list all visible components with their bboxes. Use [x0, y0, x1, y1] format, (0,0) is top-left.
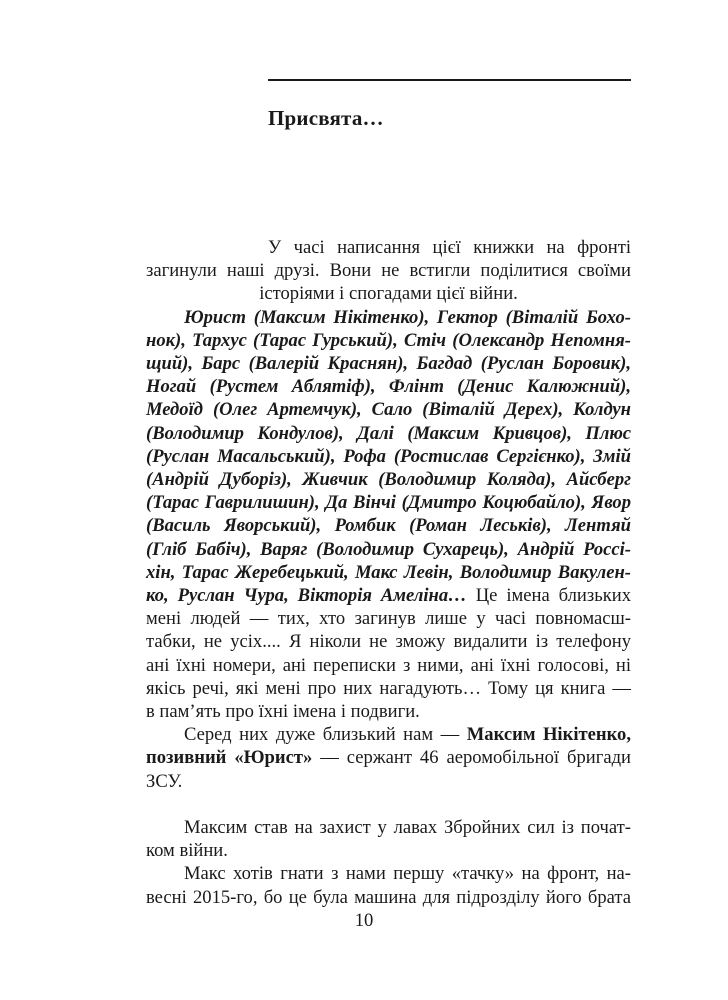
names-last-bold: ко, Руслан Чура, Вікторія Амеліна…: [146, 585, 467, 607]
car-line: весні 2015-го, бо це була машина для підрозділу його брата: [146, 886, 631, 908]
names-line: (Руслан Масальський), Рофа (Ростислав Сергієнко), Змій: [146, 445, 631, 467]
close-friend-line: [146, 746, 631, 769]
intro-line: історіями і спогадами цієї війни.: [259, 283, 518, 305]
tribute-line: табки, не усіх.... Я ніколи не зможу видалити із телефону: [146, 631, 631, 653]
section-heading: Присвята…: [268, 106, 384, 130]
names-line: нок), Тархус (Тарас Гурський), Стіч (Олександр Непомня-: [146, 329, 631, 351]
names-line: Медоїд (Олег Артемчук), Сало (Віталій Дерех), Колдун: [146, 399, 631, 421]
names-line: (Володимир Кондулов), Далі (Максим Кривцов), Плюс: [146, 422, 631, 444]
names-line: Юрист (Максим Нікітенко), Гектор (Віталій Бохо-: [184, 306, 631, 328]
names-line: (Гліб Бабіч), Варяг (Володимир Сухарець), Андрій Россі-: [146, 538, 631, 560]
close-friend-regular: — сержант 46 аеромобільної бригади: [312, 747, 631, 769]
tribute-line: ані їхні номери, ані переписки з ними, ані їхні голосові, ні: [146, 654, 631, 676]
names-line: (Тарас Гаврилишин), Да Вінчі (Дмитро Коцюбайло), Явор: [146, 492, 631, 514]
close-friend-callsign: позивний «Юрист»: [146, 747, 313, 769]
maksym-last-line: ком війни.: [146, 840, 228, 862]
top-rule: [268, 79, 631, 81]
tribute-last-line: в пам’ять про їхні імена і подвиги.: [146, 701, 420, 723]
maksym-line: Максим став на захист у лавах Збройних сил із почат-: [184, 817, 631, 839]
tribute-line: якісь речі, які мені про них нагадують… Тому ця книга —: [146, 677, 631, 699]
names-line: щий), Барс (Валерій Краснян), Багдад (Руслан Боровик),: [146, 353, 631, 375]
close-friend-regular: Серед них дуже близький нам —: [184, 724, 467, 746]
close-friend-last-line: ЗСУ.: [146, 770, 183, 792]
body-text: [146, 236, 631, 909]
names-last-regular: Це імена близьких: [466, 585, 631, 607]
close-friend-line: [146, 723, 631, 746]
car-line: Макс хотів гнати з нами першу «тачку» на фронт, на-: [184, 863, 631, 885]
names-last-line: [146, 584, 631, 607]
intro-line: У часі написання цієї книжки на фронті: [268, 237, 631, 258]
names-line: (Василь Яворський), Ромбик (Роман Леськів), Лентяй: [146, 515, 631, 537]
close-friend-name: Максим Нікітенко,: [466, 724, 631, 746]
names-line: (Андрій Дуборіз), Живчик (Володимир Коляда), Айсберг: [146, 469, 631, 491]
names-line: Ногай (Рустем Аблятіф), Флінт (Денис Калюжний),: [146, 376, 631, 398]
intro-line: загинули наші друзі. Вони не встигли поділитися своїми: [146, 260, 631, 282]
page-number: 10: [354, 910, 374, 931]
names-line: хін, Тарас Жеребецький, Макс Левін, Володимир Вакулен-: [146, 561, 631, 583]
tribute-line: мені людей — тих, хто загинув лише у часі повномасш-: [146, 608, 631, 630]
